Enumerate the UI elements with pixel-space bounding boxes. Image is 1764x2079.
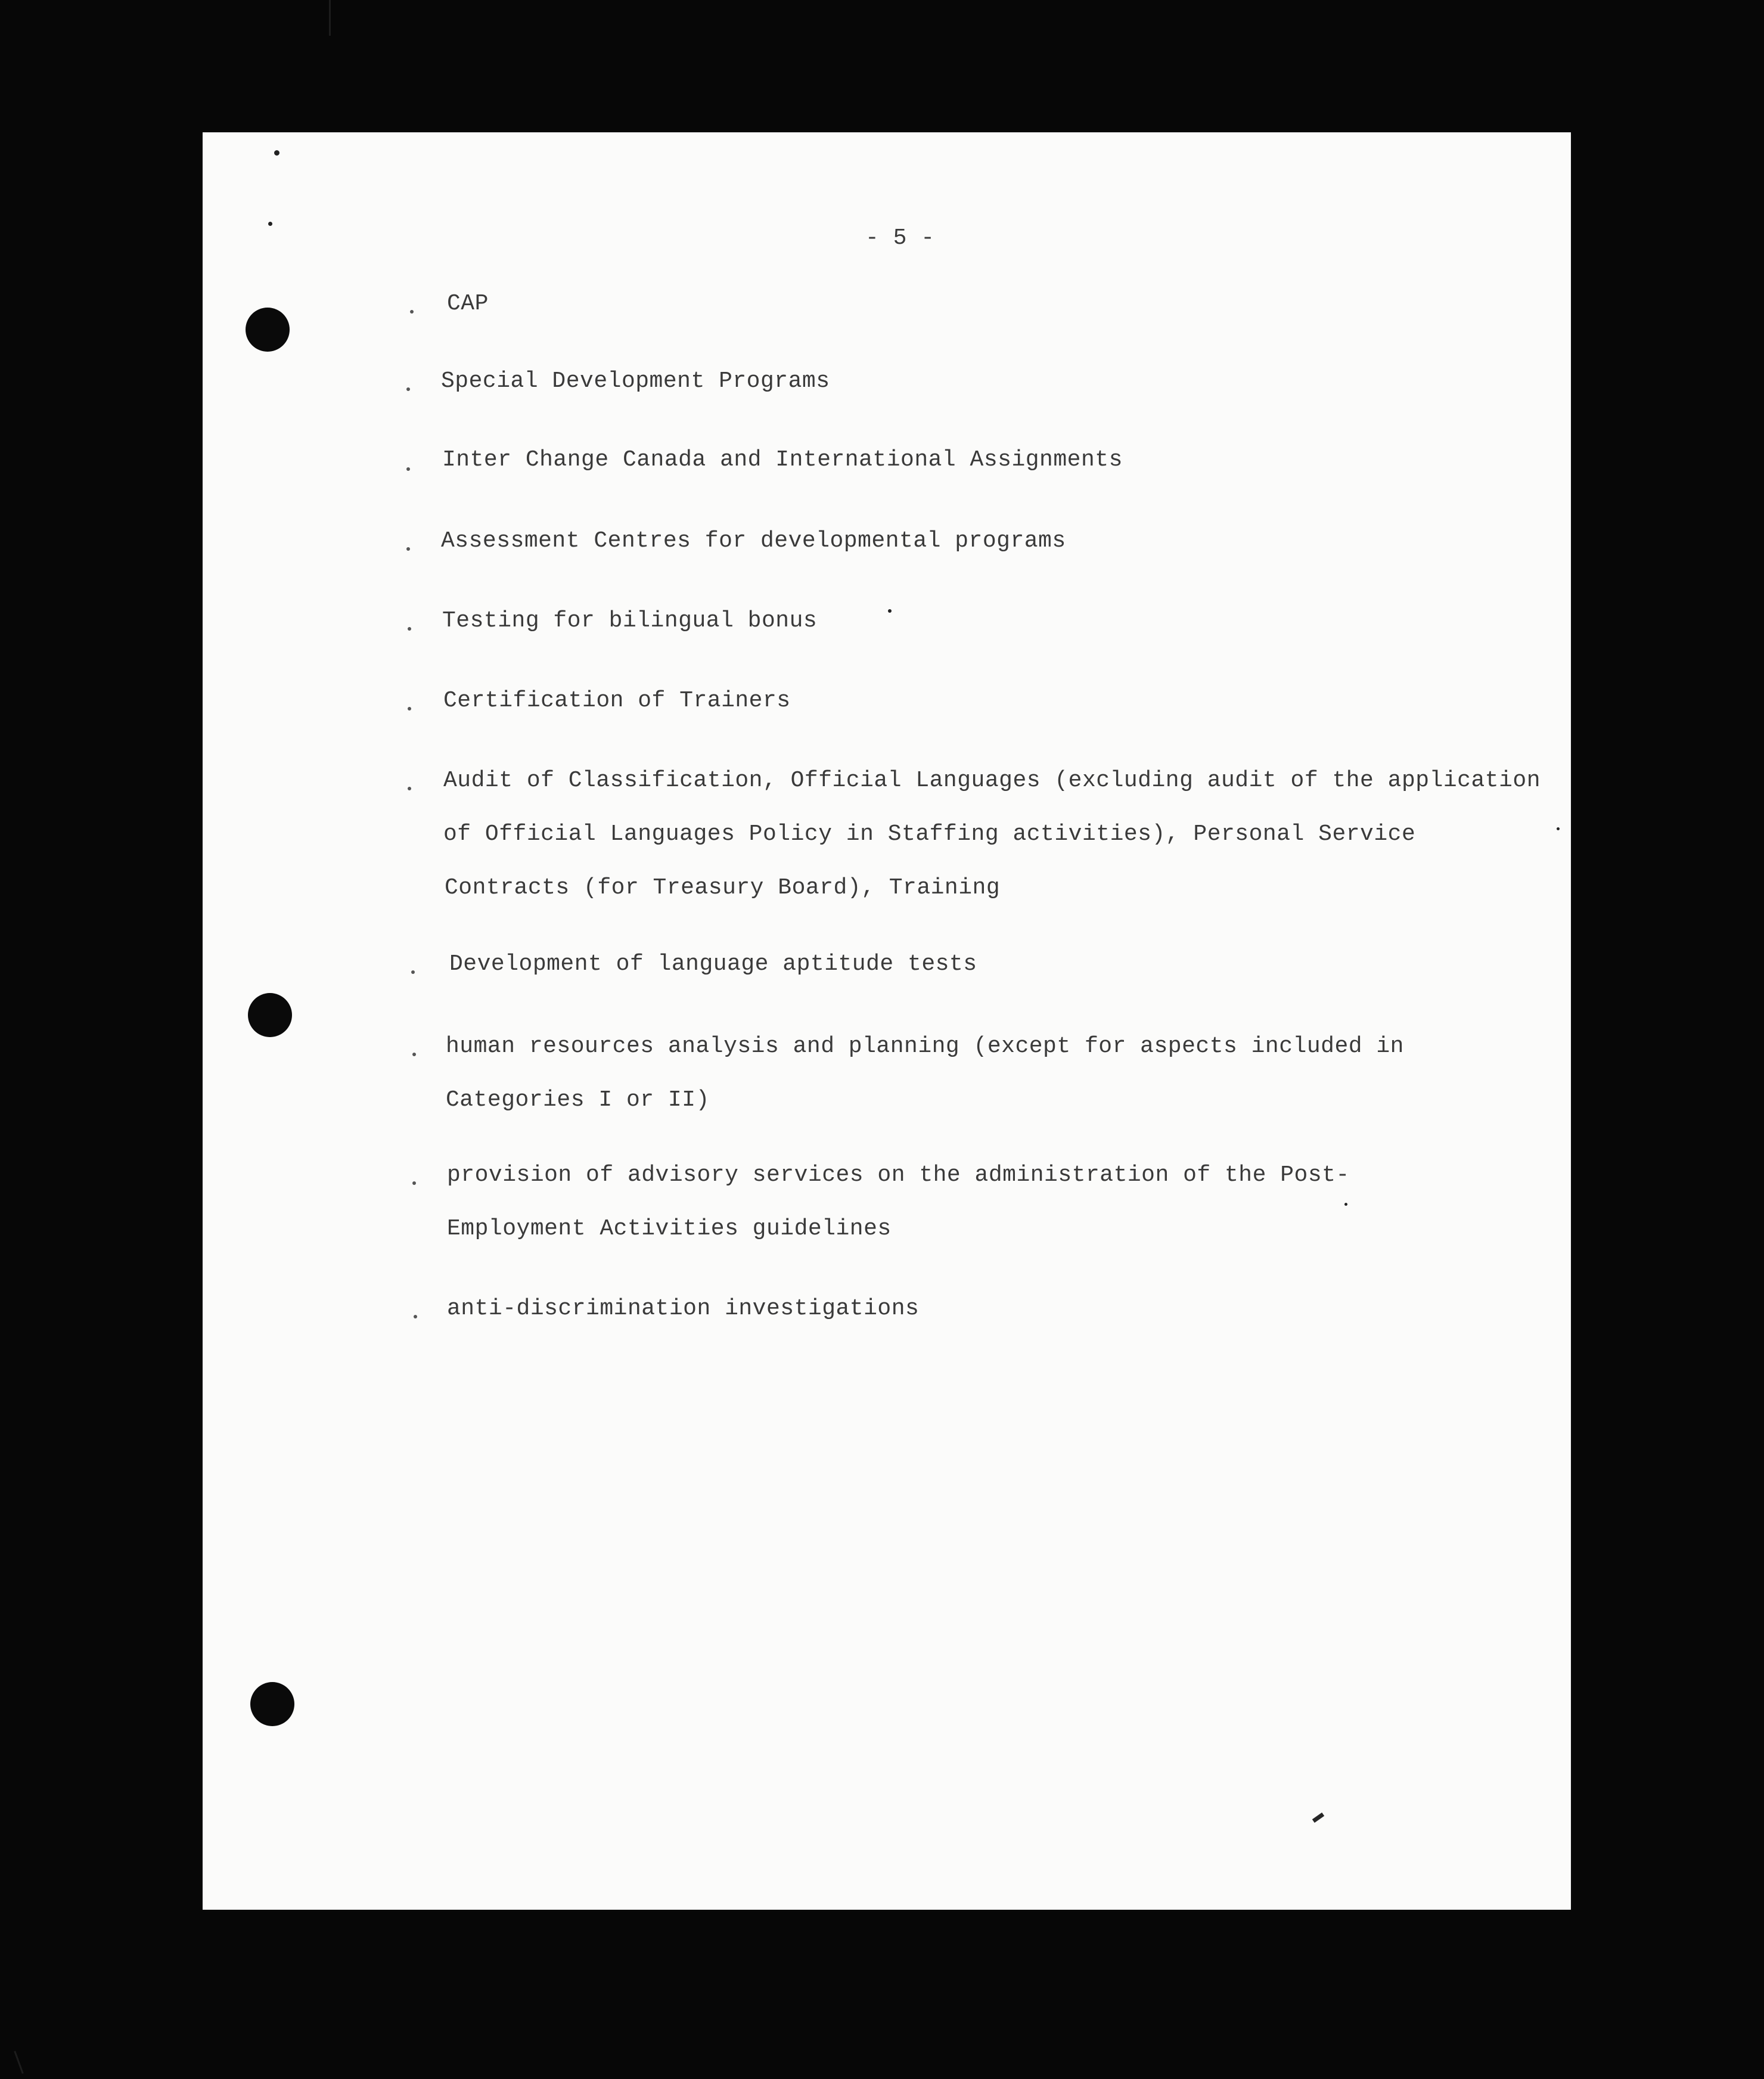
bullet-dot (408, 787, 411, 790)
list-item-text: anti-discrimination investigations (447, 1296, 920, 1321)
bullet-dot (412, 1181, 416, 1185)
list-item-text: provision of advisory services on the administration of the Post- (447, 1162, 1350, 1188)
bullet-dot (412, 1053, 416, 1056)
border-mark (14, 2051, 23, 2074)
speck-mark (268, 222, 272, 226)
pen-mark (1312, 1813, 1324, 1823)
list-item-text: Inter Change Canada and International Assignments (442, 447, 1123, 473)
speck-mark (888, 609, 892, 613)
list-item-text: CAP (447, 291, 489, 316)
bullet-dot (406, 467, 410, 471)
punch-hole-bottom (250, 1682, 294, 1726)
list-item-text: human resources analysis and planning (except for aspects included in (446, 1034, 1404, 1059)
document-sheet (203, 132, 1571, 1910)
list-item-text: Testing for bilingual bonus (442, 608, 818, 634)
list-item-text: Categories I or II) (446, 1087, 710, 1113)
list-item-text: Assessment Centres for developmental programs (441, 528, 1066, 554)
bullet-dot (406, 547, 410, 551)
speck-mark (1344, 1203, 1347, 1206)
list-item-text: Audit of Classification, Official Languages (excluding audit of the application (443, 768, 1541, 793)
bullet-dot (414, 1315, 417, 1318)
bullet-dot (408, 707, 411, 710)
bullet-dot (411, 970, 415, 974)
bullet-dot (410, 310, 414, 314)
list-item-text: Special Development Programs (441, 368, 830, 394)
bullet-dot (408, 627, 411, 631)
punch-hole-middle (248, 993, 292, 1037)
list-item-text: Contracts (for Treasury Board), Training (445, 875, 1001, 901)
list-item-text: Development of language aptitude tests (449, 951, 977, 977)
bullet-dot (406, 387, 410, 391)
border-mark (329, 0, 331, 36)
speck-mark (274, 150, 279, 156)
list-item-text: Employment Activities guidelines (447, 1216, 892, 1242)
speck-mark (1557, 827, 1560, 830)
list-item-text: of Official Languages Policy in Staffing activities), Personal Service (443, 821, 1416, 847)
punch-hole-top (246, 308, 290, 352)
list-item-text: Certification of Trainers (443, 688, 791, 713)
page-number: - 5 - (865, 225, 935, 251)
